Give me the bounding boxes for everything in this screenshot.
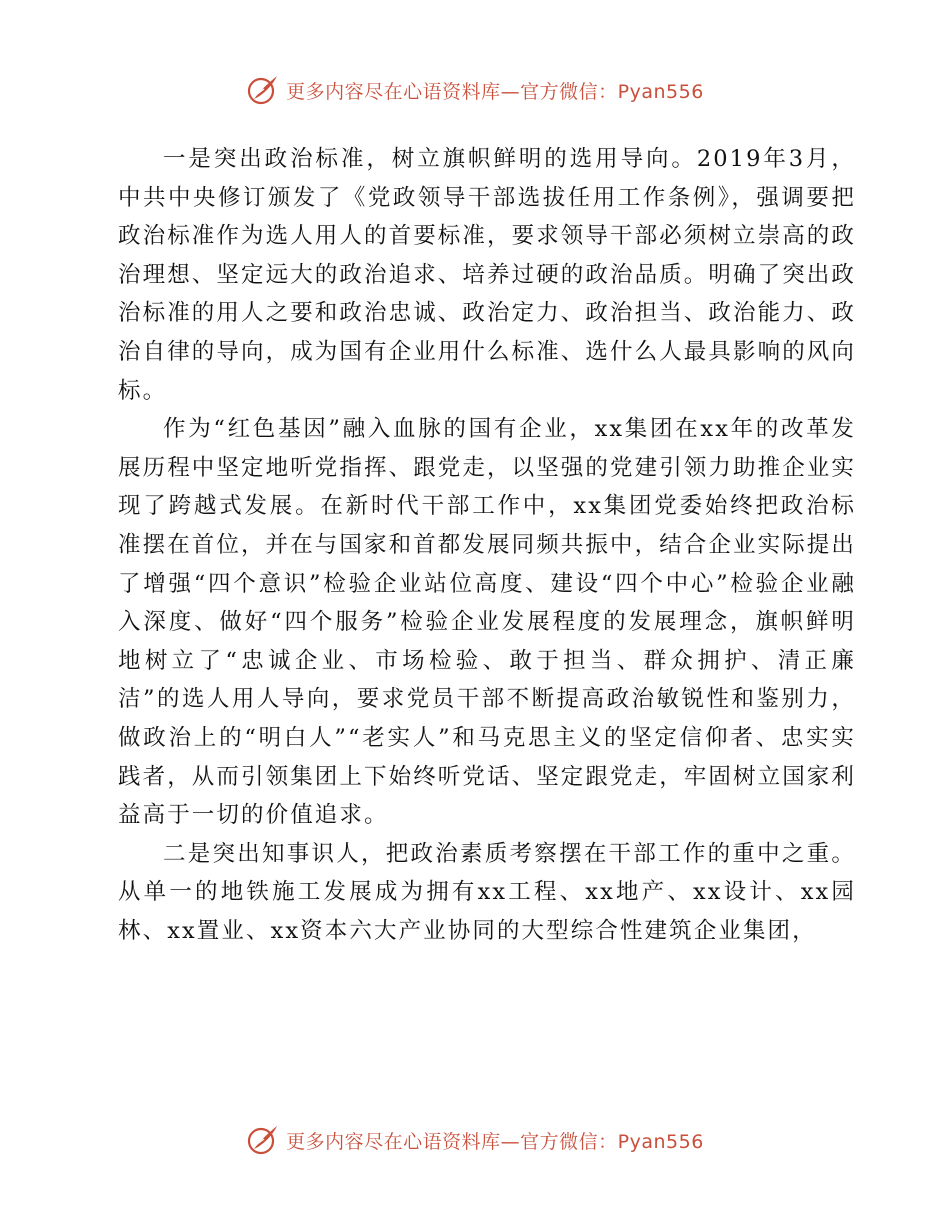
quill-logo-icon [246,73,280,107]
paragraph-1: 一是突出政治标准，树立旗帜鲜明的选用导向。2019年3月，中共中央修订颁发了《党政领导干部选拔任用工作条例》，强调要把政治标准作为选人用人的首要标准，要求领导干部必须树立崇高的政治理想、坚定远大的政治追求、培养过硬的政治品质。明确了突出政治标准的用人之要和政治忠诚、政治定力、政治担当、政治能力、政治自律的导向，成为国有企业用什么标准、选什么人最具影响的风向标。 [118,146,857,404]
paragraph-3: 二是突出知事识人，把政治素质考察摆在干部工作的重中之重。从单一的地铁施工发展成为拥有xx工程、xx地产、xx设计、xx园林、xx置业、xx资本六大产业协同的大型综合性建筑企业集团， [118,840,856,944]
header-banner [0,70,950,110]
paragraph-2: 作为“红色基因”融入血脉的国有企业，xx集团在xx年的改革发展历程中坚定地听党指挥、跟党走，以坚强的党建引领力助推企业实现了跨越式发展。在新时代干部工作中，xx集团党委始终把政治标准摆在首位，并在与国家和首都发展同频共振中，结合企业实际提出了增强“四个意识”检验企业站位高度、建设“四个中心”检验企业融入深度、做好“四个服务”检验企业发展程度的发展理念，旗帜鲜明地树立了“忠诚企业、市场检验、敢于担当、群众拥护、清正廉洁”的选人用人导向，要求党员干部不断提高政治敏锐性和鉴别力，做政治上的“明白人”“老实人”和马克思主义的坚定信仰者、忠实实践者，从而引领集团上下始终听党话、坚定跟党走，牢固树立国家利益高于一切的价值追求。 [118,416,857,829]
document-body [118,140,856,950]
header-banner-text: 更多内容尽在心语资料库—官方微信：Pyan556 [286,80,704,103]
footer-banner [0,1120,950,1160]
footer-banner-text: 更多内容尽在心语资料库—官方微信：Pyan556 [286,1130,704,1153]
quill-logo-icon [246,1123,280,1157]
